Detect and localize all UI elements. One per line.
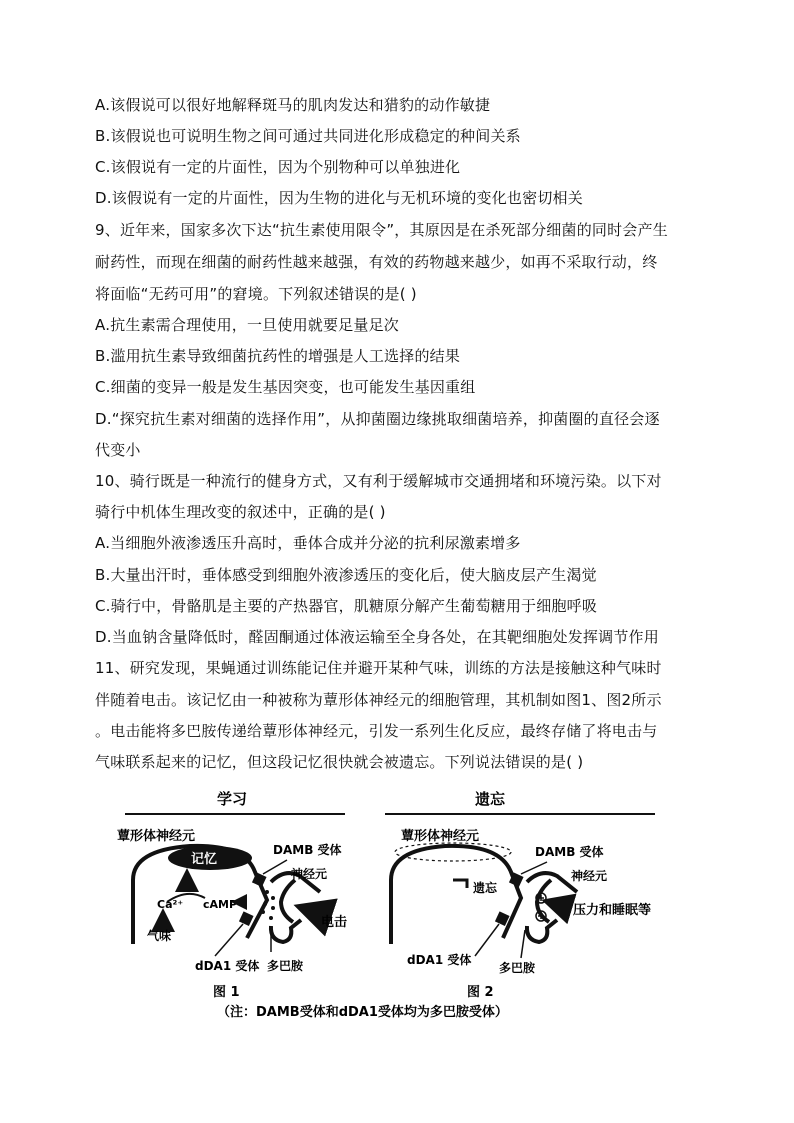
fig2-neuron2-label: 神经元 [571, 869, 608, 883]
fig1-shock-label: 电击 [321, 915, 348, 930]
fig1-dda1-pointer [215, 924, 243, 956]
text-line: 代变小 [95, 441, 141, 459]
text-line: 9、近年来，国家多次下达“抗生素使用限令”，其原因是在杀死部分细菌的同时会产生 [95, 221, 668, 239]
text-line: 耐药性，而现在细菌的耐药性越来越强，有效的药物越来越少，如再不采取行动，终 [95, 253, 658, 271]
fig1-dda1-receptor [239, 911, 254, 926]
fig2-dopamine-pointer [521, 930, 525, 958]
fig2-damb-label: DAMB 受体 [535, 845, 604, 859]
fig1-dopamine-label: 多巴胺 [267, 959, 304, 973]
fig2-caption: 图 2 [467, 985, 494, 1000]
fig1-ca-label: Ca²⁺ [157, 898, 184, 911]
text-line: 10、骑行既是一种流行的健身方式，又有利于缓解城市交通拥堵和环境污染。以下对 [95, 472, 662, 490]
fig1-presynaptic-terminal [281, 880, 295, 922]
fig1-neuron-label: 蕈形体神经元 [117, 829, 196, 844]
fig1-memory-label: 记忆 [191, 852, 218, 867]
fig2-forget-arrow [453, 880, 467, 888]
fig1-camp-label: cAMP [203, 898, 238, 911]
fig2-presynaptic-top [527, 873, 577, 892]
fig1-presynaptic-bottom [271, 920, 301, 942]
text-line: D.“探究抗生素对细菌的选择作用”，从抑菌圈边缘挑取细菌培养，抑菌圈的直径会逐 [95, 410, 660, 428]
figure-2 [385, 790, 655, 1000]
fig2-stress-label: 压力和睡眠等 [573, 903, 652, 918]
text-line: A.该假说可以很好地解释斑马的肌肉发达和猎豹的动作敏捷 [95, 96, 491, 114]
text-line: A.当细胞外液渗透压升高时，垂体合成并分泌的抗利尿激素增多 [95, 534, 521, 552]
figure-note: （注：DAMB受体和dDA1受体均为多巴胺受体） [217, 1005, 508, 1020]
fig1-neuron2-label: 神经元 [291, 867, 328, 881]
text-line: B.滥用抗生素导致细菌抗药性的增强是人工选择的结果 [95, 347, 461, 365]
text-line: 骑行中机体生理改变的叙述中，正确的是( ) [95, 503, 386, 521]
text-line: 气味联系起来的记忆，但这段记忆很快就会被遗忘。下列说法错误的是( ) [95, 753, 584, 771]
fig1-dda1-label: dDA1 受体 [195, 959, 260, 973]
text-line: B.大量出汗时，垂体感受到细胞外液渗透压的变化后，使大脑皮层产生渴觉 [95, 566, 597, 584]
text-line: B.该假说也可说明生物之间可通过共同进化形成稳定的种间关系 [95, 127, 521, 145]
text-line: A.抗生素需合理使用，一旦使用就要足量足次 [95, 316, 399, 334]
text-line: C.细菌的变异一般是发生基因突变，也可能发生基因重组 [95, 378, 476, 396]
figure-svg [95, 780, 705, 1030]
text-line: C.该假说有一定的片面性，因为个别物种可以单独进化 [95, 158, 461, 176]
text-line: C.骑行中，骨骼肌是主要的产热器官，肌糖原分解产生葡萄糖用于细胞呼吸 [95, 597, 598, 615]
fig1-caption: 图 1 [213, 985, 240, 1000]
fig2-dda1-label: dDA1 受体 [407, 953, 472, 967]
fig1-title: 学习 [217, 790, 248, 808]
figure-1 [117, 790, 347, 1000]
fig1-odor-label: 气味 [147, 929, 172, 943]
fig2-forget-label: 遗忘 [473, 881, 498, 895]
fig2-title: 遗忘 [475, 790, 506, 808]
fig2-neuron-label: 蕈形体神经元 [401, 829, 480, 844]
text-line: 。电击能将多巴胺传递给蕈形体神经元，引发一系列生化反应，最终存储了将电击与 [95, 722, 658, 740]
fig2-stress-arrow [549, 902, 569, 908]
text-line: 11、研究发现，果蝇通过训练能记住并避开某种气味，训练的方法是接触这种气味时 [95, 659, 662, 677]
fig1-damb-label: DAMB 受体 [273, 843, 342, 857]
fig2-presynaptic-bottom [527, 920, 557, 942]
text-line: 伴随着电击。该记忆由一种被称为蕈形体神经元的细胞管理，其机制如图1、图2所示 [95, 691, 662, 709]
text-line: D.当血钠含量降低时，醛固酮通过体液运输至全身各处，在其靶细胞处发挥调节作用 [95, 628, 659, 646]
fig2-dopamine-label: 多巴胺 [499, 961, 536, 975]
text-line: D.该假说有一定的片面性，因为生物的进化与无机环境的变化也密切相关 [95, 189, 583, 207]
fig2-dda1-pointer [475, 924, 499, 956]
memory-mechanism-figure [95, 780, 705, 1030]
text-line: 将面临“无药可用”的窘境。下列叙述错误的是( ) [95, 285, 417, 303]
